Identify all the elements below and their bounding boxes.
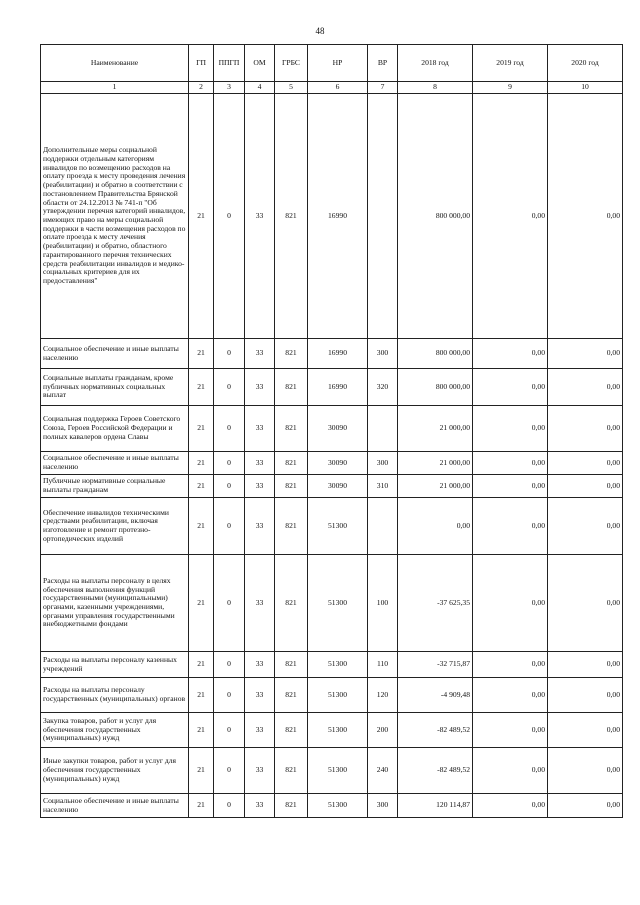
cell-grbs: 821: [275, 94, 308, 339]
cell-gp: 21: [189, 498, 214, 555]
cell-2018: -82 489,52: [398, 748, 473, 794]
cell-nr: 51300: [308, 794, 368, 818]
header-2019: 2019 год: [473, 45, 548, 82]
cell-gp: 21: [189, 406, 214, 452]
cell-om: 33: [245, 794, 275, 818]
cell-vr: [368, 94, 398, 339]
header-nr: НР: [308, 45, 368, 82]
cell-gp: 21: [189, 369, 214, 406]
page-number: 48: [315, 26, 325, 36]
cell-2019: 0,00: [473, 794, 548, 818]
cell-2019: 0,00: [473, 339, 548, 369]
cell-ppgp: 0: [214, 339, 245, 369]
cell-om: 33: [245, 406, 275, 452]
table-row: [41, 678, 623, 713]
cell-ppgp: 0: [214, 498, 245, 555]
cell-vr: 200: [368, 713, 398, 748]
header-row: [41, 45, 623, 82]
cell-gp: 21: [189, 678, 214, 713]
cell-2019: 0,00: [473, 406, 548, 452]
cell-nr: 30090: [308, 475, 368, 498]
cell-vr: 110: [368, 652, 398, 678]
cell-2018: 0,00: [398, 498, 473, 555]
row-name: Расходы на выплаты персоналу казенных учреждений: [41, 652, 189, 678]
cell-grbs: 821: [275, 498, 308, 555]
table-row: [41, 794, 623, 818]
column-number: 5: [275, 82, 308, 94]
cell-2018: -82 489,52: [398, 713, 473, 748]
row-name: Расходы на выплаты персоналу государственных (муниципальных) органов: [41, 678, 189, 713]
cell-vr: 120: [368, 678, 398, 713]
cell-grbs: 821: [275, 339, 308, 369]
cell-vr: 320: [368, 369, 398, 406]
cell-2019: 0,00: [473, 452, 548, 475]
column-number: 10: [548, 82, 623, 94]
cell-2018: 800 000,00: [398, 369, 473, 406]
table-row: [41, 498, 623, 555]
cell-vr: 300: [368, 452, 398, 475]
cell-gp: 21: [189, 475, 214, 498]
cell-2018: 800 000,00: [398, 339, 473, 369]
cell-om: 33: [245, 475, 275, 498]
cell-2020: 0,00: [548, 452, 623, 475]
cell-2020: 0,00: [548, 339, 623, 369]
table-row: [41, 452, 623, 475]
cell-grbs: 821: [275, 555, 308, 652]
cell-2018: 120 114,87: [398, 794, 473, 818]
cell-2019: 0,00: [473, 713, 548, 748]
cell-2019: 0,00: [473, 678, 548, 713]
cell-gp: 21: [189, 713, 214, 748]
cell-ppgp: 0: [214, 713, 245, 748]
row-name: Публичные нормативные социальные выплаты гражданам: [41, 475, 189, 498]
cell-grbs: 821: [275, 748, 308, 794]
header-gp: ГП: [189, 45, 214, 82]
cell-om: 33: [245, 748, 275, 794]
column-number: 7: [368, 82, 398, 94]
cell-vr: 300: [368, 794, 398, 818]
cell-2020: 0,00: [548, 498, 623, 555]
header-om: ОМ: [245, 45, 275, 82]
table-row: [41, 475, 623, 498]
header-grbs: ГРБС: [275, 45, 308, 82]
cell-2019: 0,00: [473, 94, 548, 339]
cell-gp: 21: [189, 652, 214, 678]
table-row: [41, 713, 623, 748]
cell-vr: 240: [368, 748, 398, 794]
cell-nr: 16990: [308, 369, 368, 406]
cell-2020: 0,00: [548, 475, 623, 498]
cell-nr: 51300: [308, 748, 368, 794]
row-name: Социальные выплаты гражданам, кроме публичных нормативных социальных выплат: [41, 369, 189, 406]
cell-grbs: 821: [275, 369, 308, 406]
cell-grbs: 821: [275, 452, 308, 475]
cell-2018: 21 000,00: [398, 406, 473, 452]
cell-om: 33: [245, 555, 275, 652]
cell-ppgp: 0: [214, 794, 245, 818]
cell-vr: 100: [368, 555, 398, 652]
header-2018: 2018 год: [398, 45, 473, 82]
table-row: [41, 94, 623, 339]
cell-vr: [368, 406, 398, 452]
cell-vr: 300: [368, 339, 398, 369]
budget-table: [40, 44, 623, 818]
cell-gp: 21: [189, 94, 214, 339]
table-row: [41, 369, 623, 406]
cell-2020: 0,00: [548, 678, 623, 713]
cell-grbs: 821: [275, 406, 308, 452]
cell-2020: 0,00: [548, 748, 623, 794]
cell-grbs: 821: [275, 475, 308, 498]
table-row: [41, 652, 623, 678]
cell-om: 33: [245, 678, 275, 713]
row-name: Иные закупки товаров, работ и услуг для обеспечения государственных (муниципальных) нужд: [41, 748, 189, 794]
cell-grbs: 821: [275, 794, 308, 818]
cell-nr: 16990: [308, 94, 368, 339]
table-row: [41, 555, 623, 652]
table-row: [41, 339, 623, 369]
cell-2018: 21 000,00: [398, 475, 473, 498]
cell-om: 33: [245, 369, 275, 406]
cell-ppgp: 0: [214, 475, 245, 498]
cell-grbs: 821: [275, 652, 308, 678]
cell-ppgp: 0: [214, 555, 245, 652]
row-name: Обеспечение инвалидов техническими средствами реабилитации, включая изготовление и ремонт протезно-ортопедических изделий: [41, 498, 189, 555]
header-ppgp: ППГП: [214, 45, 245, 82]
column-number: 2: [189, 82, 214, 94]
cell-vr: [368, 498, 398, 555]
cell-nr: 51300: [308, 713, 368, 748]
cell-nr: 51300: [308, 498, 368, 555]
cell-nr: 30090: [308, 452, 368, 475]
cell-2019: 0,00: [473, 498, 548, 555]
cell-nr: 16990: [308, 339, 368, 369]
cell-ppgp: 0: [214, 652, 245, 678]
column-number: 6: [308, 82, 368, 94]
cell-2020: 0,00: [548, 406, 623, 452]
cell-ppgp: 0: [214, 678, 245, 713]
row-name: Социальное обеспечение и иные выплаты населению: [41, 452, 189, 475]
row-name: Закупка товаров, работ и услуг для обеспечения государственных (муниципальных) нужд: [41, 713, 189, 748]
cell-2019: 0,00: [473, 652, 548, 678]
cell-2020: 0,00: [548, 369, 623, 406]
cell-2018: -37 625,35: [398, 555, 473, 652]
cell-ppgp: 0: [214, 748, 245, 794]
cell-gp: 21: [189, 794, 214, 818]
cell-2019: 0,00: [473, 475, 548, 498]
cell-gp: 21: [189, 452, 214, 475]
cell-grbs: 821: [275, 713, 308, 748]
table-body: [41, 94, 623, 818]
cell-nr: 51300: [308, 652, 368, 678]
header-name: Наименование: [41, 45, 189, 82]
cell-om: 33: [245, 339, 275, 369]
cell-ppgp: 0: [214, 94, 245, 339]
cell-ppgp: 0: [214, 369, 245, 406]
table-row: [41, 748, 623, 794]
cell-om: 33: [245, 94, 275, 339]
cell-ppgp: 0: [214, 406, 245, 452]
cell-2019: 0,00: [473, 369, 548, 406]
column-number: 1: [41, 82, 189, 94]
cell-2018: -32 715,87: [398, 652, 473, 678]
cell-2020: 0,00: [548, 794, 623, 818]
cell-2019: 0,00: [473, 555, 548, 652]
cell-2018: 21 000,00: [398, 452, 473, 475]
cell-om: 33: [245, 713, 275, 748]
row-name: Социальная поддержка Героев Советского Союза, Героев Российской Федерации и полных кавалеров ордена Славы: [41, 406, 189, 452]
column-number: 3: [214, 82, 245, 94]
column-number: 9: [473, 82, 548, 94]
cell-nr: 51300: [308, 678, 368, 713]
row-name: Социальное обеспечение и иные выплаты населению: [41, 339, 189, 369]
cell-grbs: 821: [275, 678, 308, 713]
cell-2018: -4 909,48: [398, 678, 473, 713]
column-number: 4: [245, 82, 275, 94]
row-name: Социальное обеспечение и иные выплаты населению: [41, 794, 189, 818]
cell-nr: 30090: [308, 406, 368, 452]
cell-2020: 0,00: [548, 555, 623, 652]
header-vr: ВР: [368, 45, 398, 82]
cell-gp: 21: [189, 339, 214, 369]
column-number: 8: [398, 82, 473, 94]
cell-2020: 0,00: [548, 713, 623, 748]
row-name: Дополнительные меры социальной поддержки отдельным категориям инвалидов по возмещению расходов на оплату проезда к месту проведения лечения (реабилитации) и обратно в соответствии с постановлением Правительства Брянской области от 24.12.2013 № 741-п "Об утверждении перечня категорий инвалидов, имеющих право на меры социальной поддержки в части возмещения расходов по оплате проезда к месту лечения (реабилитации) и обратно, областного гарантированного перечня технических средств реабилитации инвалидов и медико-социальных критериев для их предоставления": [41, 94, 189, 339]
cell-gp: 21: [189, 555, 214, 652]
cell-ppgp: 0: [214, 452, 245, 475]
column-number-row: [41, 82, 623, 94]
cell-2020: 0,00: [548, 652, 623, 678]
cell-om: 33: [245, 498, 275, 555]
cell-gp: 21: [189, 748, 214, 794]
cell-2018: 800 000,00: [398, 94, 473, 339]
cell-nr: 51300: [308, 555, 368, 652]
cell-om: 33: [245, 652, 275, 678]
cell-vr: 310: [368, 475, 398, 498]
header-2020: 2020 год: [548, 45, 623, 82]
row-name: Расходы на выплаты персоналу в целях обеспечения выполнения функций государственными (муниципальными) органами, казенными учреждениями, органами управления государственными внебюджетными фондами: [41, 555, 189, 652]
cell-om: 33: [245, 452, 275, 475]
table-row: [41, 406, 623, 452]
cell-2020: 0,00: [548, 94, 623, 339]
cell-2019: 0,00: [473, 748, 548, 794]
